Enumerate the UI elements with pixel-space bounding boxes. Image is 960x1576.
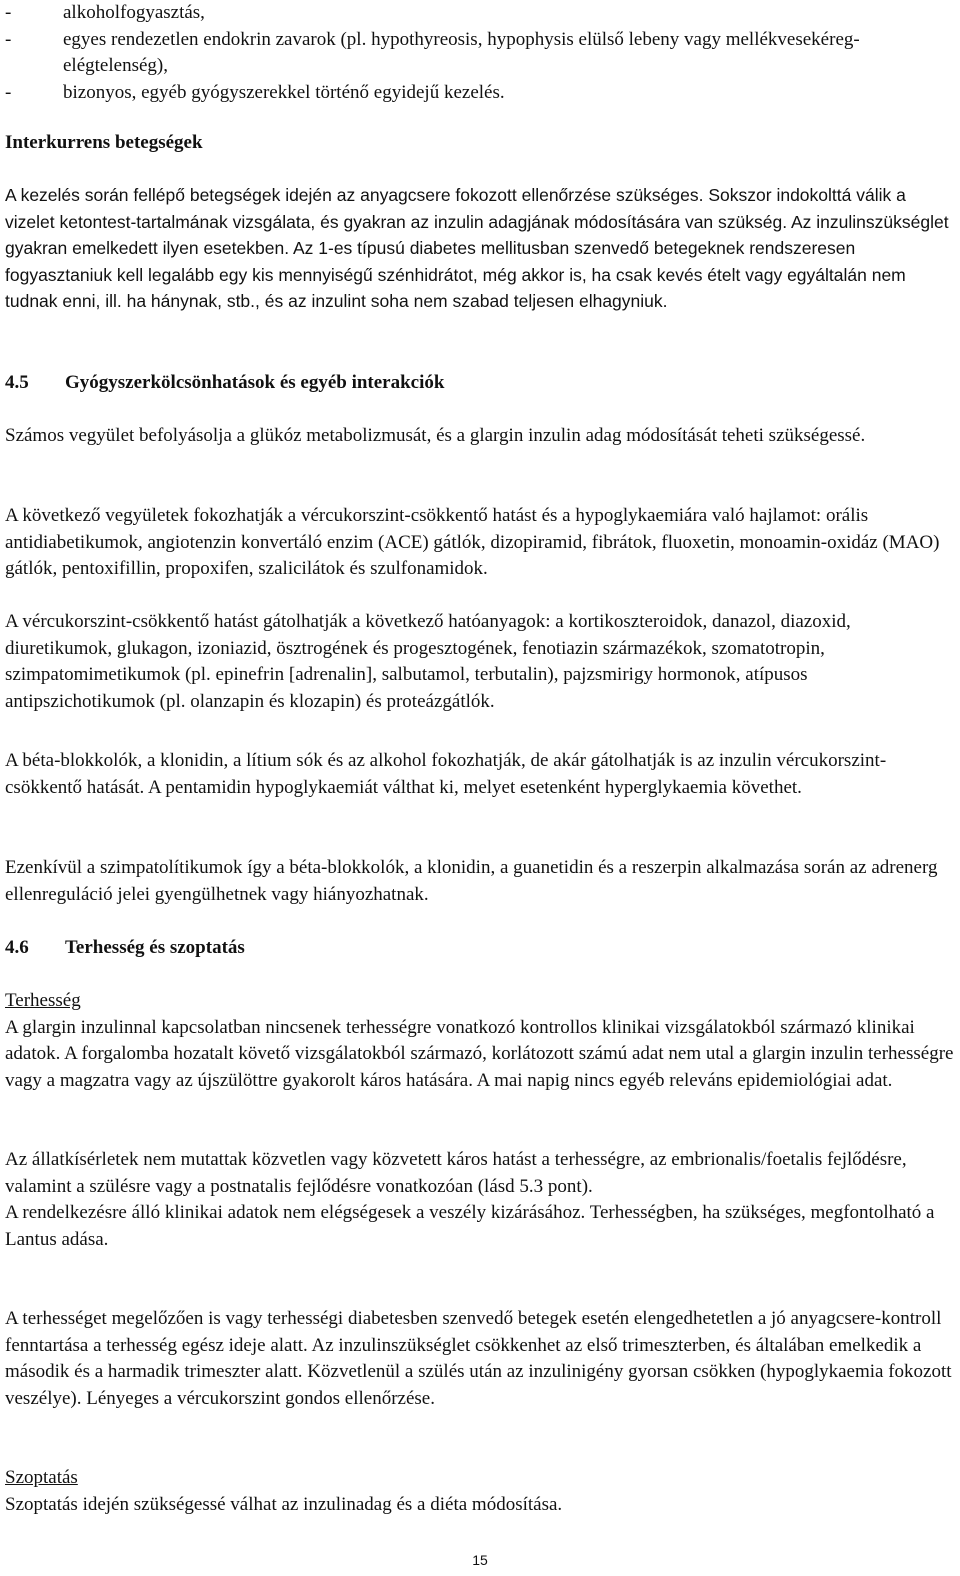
bullet-dash: - [5,2,12,23]
paragraph: Szoptatás idején szükségessé válhat az inzulinadag és a diéta módosítása. [5,1493,563,1515]
page-number: 15 [472,1552,488,1568]
paragraph: A glargin inzulinnal kapcsolatban nincsenek terhességre vonatkozó kontrollos klinikai vizsgálatokból származó klinikai adatok. A forgalomba hozatalt követő vizsgálatokból származó, korlátozott számú adat nem utal a glargin inzulin terhességre vagy a magzatra vagy az újszülöttre gyakorolt káros hatására. A mai napig nincs egyéb releváns epidemiológiai adat. [5,1016,954,1091]
interkurrens-paragraph [5,182,955,315]
interkurrens-heading: Interkurrens betegségek [5,132,203,153]
bullet-text: egyes rendezetlen endokrin zavarok (pl. hypothyreosis, hypophysis elülső lebeny vagy mellékvesekéreg-elégtelenség), [63,28,860,76]
paragraph: Az állatkísérletek nem mutattak közvetlen vagy közvetett káros hatást a terhességre, az embrionalis/foetalis fejlődésre, valamint a szülésre vagy a postnatalis fejlődésre vonatkozóan (lásd 5.3 pont). [5,1149,907,1197]
bullet-dash: - [5,28,12,50]
szoptatas-block [5,1465,955,1518]
interkurrens-text-b: Sokszor indokolttá válik a vizelet ketontest-tartalmának vizsgálata, és gyakran az inzulin adagjának módosítására van szükség. Az inzulinszükséglet gyakran emelkedett ilyen esetekben. [5,185,949,258]
section-title: Terhesség és szoptatás [65,937,245,958]
interkurrens-text-c: Az 1-es típusú diabetes mellitusban szenvedő betegeknek rendszeresen fogyasztaniuk kell legalább egy kis mennyiségű szénhidrátot, még akkor is, ha csak kevés ételt vagy egyáltalán nem tudnak enni, ill. ha hánynak, stb., és az inzulint soha nem szabad teljesen elhagyniuk. [5,238,906,311]
paragraph: A vércukorszint-csökkentő hatást gátolhatják a következő hatóanyagok: a kortikoszteroidok, danazol, diazoxid, diuretikumok, glukagon, izoniazid, ösztrogének és progesztogének, fenotiazin származékok, szomatotropin, szimpatomimetikumok (pl. epinefrin [adrenalin], salbutamol, terbutalin), pajzsmirigy hormonok, atípusos antipszichotikumok (pl. olanzapin és klozapin) és proteázgátlók. [5,611,851,712]
bullet-text: bizonyos, egyéb gyógyszerekkel történő egyidejű kezelés. [63,81,505,103]
terhesseg-subheading: Terhesség [5,990,81,1011]
bullet-dash: - [5,81,12,103]
list-item [5,27,885,80]
section-number: 4.6 [5,937,29,958]
section-number: 4.5 [5,372,29,393]
szoptatas-subheading: Szoptatás [5,1467,78,1488]
bullet-list [5,0,885,106]
paragraph: A béta-blokkolók, a klonidin, a lítium sók és az alkohol fokozhatják, de akár gátolhatják is az inzulin vércukorszint-csökkentő hatását. A pentamidin hypoglykaemiát válthat ki, melyet esetenként hyperglykaemia követhet. [5,750,887,798]
list-item [5,0,885,27]
paragraph: A rendelkezésre álló klinikai adatok nem elégségesek a veszély kizárásához. Terhességben, ha szükséges, megfontolható a Lantus adása. [5,1202,935,1250]
paragraph: A következő vegyületek fokozhatják a vércukorszint-csökkentő hatást és a hypoglykaemiára való hajlamot: orális antidiabetikumok, angiotenzin konvertáló enzim (ACE) gátlók, dizopiramid, fibrátok, fluoxetin, monoamin-oxidáz (MAO) gátlók, pentoxifillin, propoxifen, szalicilátok és szulfonamidok. [5,505,940,579]
terhesseg-block-2 [5,1147,957,1253]
list-item [5,80,885,107]
section-title: Gyógyszerkölcsönhatások és egyéb interakciók [65,372,445,393]
terhesseg-block [5,988,957,1094]
paragraph: Ezenkívül a szimpatolítikumok így a béta-blokkolók, a klonidin, a guanetidin és a reszerpin alkalmazása során az adrenerg ellenreguláció jelei gyengülhetnek vagy hiányozhatnak. [5,857,938,905]
interkurrens-text-a: A kezelés során fellépő betegségek idején az anyagcsere fokozott ellenőrzése szükséges. [5,185,704,205]
section-4-6-heading [5,935,245,962]
paragraph: Számos vegyület befolyásolja a glükóz metabolizmusát, és a glargin inzulin adag módosítását teheti szükségessé. [5,425,866,446]
paragraph: A terhességet megelőzően is vagy terhességi diabetesben szenvedő betegek esetén elengedhetetlen a jó anyagcsere-kontroll fenntartása a terhesség egész ideje alatt. Az inzulinszükséglet csökkenhet az első trimeszterben, és általában emelkedik a második és a harmadik trimeszter alatt. Közvetlenül a szülés után az inzulinigény gyorsan csökken (hypoglykaemia fokozott veszélye). Lényeges a vércukorszint gondos ellenőrzése. [5,1308,952,1409]
bullet-text: alkoholfogyasztás, [63,2,205,23]
section-4-5-heading [5,370,444,397]
